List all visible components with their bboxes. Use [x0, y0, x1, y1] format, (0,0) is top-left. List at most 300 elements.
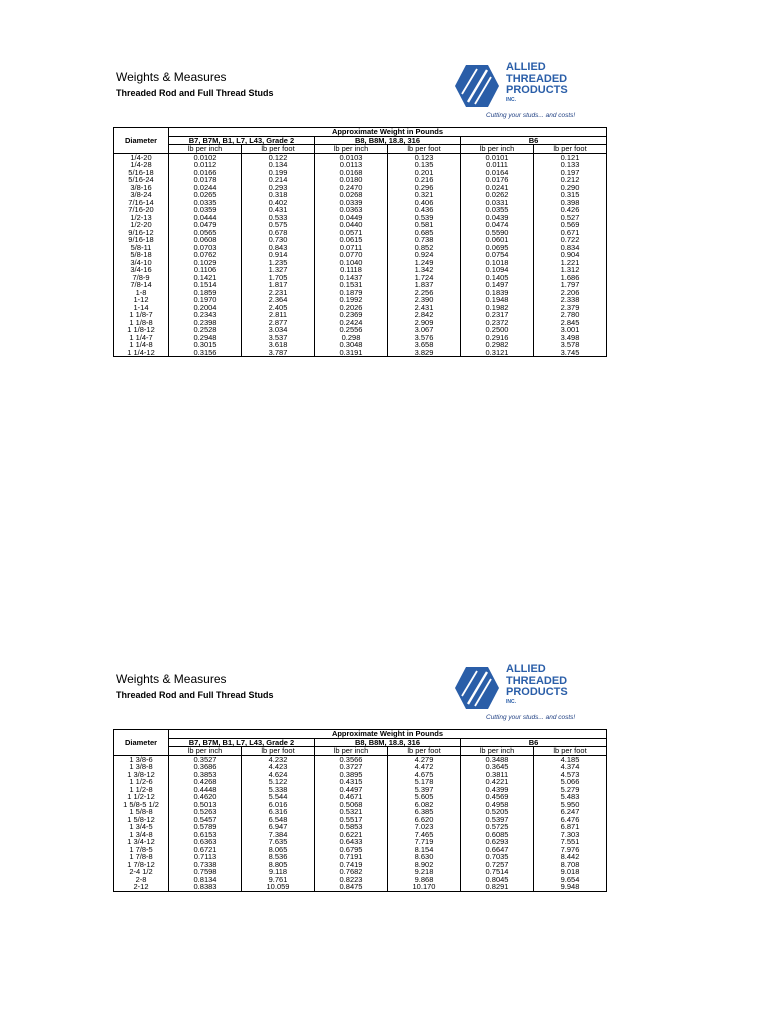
weight-cell: 0.1497 [461, 281, 534, 289]
weight-cell: 0.0565 [169, 229, 242, 237]
diameter-cell: 1/2-13 [114, 214, 169, 222]
weight-cell: 8.442 [534, 853, 607, 861]
page-subtitle: Threaded Rod and Full Thread Studs [116, 88, 274, 98]
table-row [114, 816, 607, 824]
diameter-cell: 1 5/8-12 [114, 816, 169, 824]
table-row [114, 763, 607, 771]
weight-cell: 0.738 [388, 236, 461, 244]
weight-cell: 0.569 [534, 221, 607, 229]
diameter-cell: 1 7/8-5 [114, 846, 169, 854]
diameter-cell: 2-4 1/2 [114, 868, 169, 876]
weight-cell: 0.0176 [461, 176, 534, 184]
page-title: Weights & Measures [116, 70, 227, 84]
page-subtitle: Threaded Rod and Full Thread Studs [116, 690, 274, 700]
weight-cell: 0.2500 [461, 326, 534, 334]
weight-cell: 0.5725 [461, 823, 534, 831]
weight-cell: 0.1106 [169, 266, 242, 274]
weight-cell: 4.232 [242, 755, 315, 763]
table-row [114, 296, 607, 304]
weight-cell: 1.837 [388, 281, 461, 289]
weight-cell: 0.402 [242, 199, 315, 207]
table-row [114, 191, 607, 199]
table-row [114, 169, 607, 177]
weight-cell: 0.8045 [461, 876, 534, 884]
diameter-cell: 9/16-12 [114, 229, 169, 237]
weight-cell: 3.001 [534, 326, 607, 334]
table-row [114, 334, 607, 342]
weight-cell: 6.620 [388, 816, 461, 824]
weight-cell: 0.5263 [169, 808, 242, 816]
weight-cell: 0.8383 [169, 883, 242, 891]
weight-cell: 0.1405 [461, 274, 534, 282]
weight-cell: 1.221 [534, 259, 607, 267]
weight-cell: 0.212 [534, 176, 607, 184]
weight-cell: 0.5789 [169, 823, 242, 831]
unit-header: lb per foot [242, 747, 315, 756]
weight-cell: 0.3156 [169, 349, 242, 357]
diameter-cell: 1 1/8-12 [114, 326, 169, 334]
weight-cell: 0.4448 [169, 786, 242, 794]
weight-cell: 0.406 [388, 199, 461, 207]
weight-cell: 0.2372 [461, 319, 534, 327]
weight-cell: 0.0444 [169, 214, 242, 222]
weight-cell: 5.483 [534, 793, 607, 801]
weight-cell: 3.498 [534, 334, 607, 342]
weight-cell: 0.123 [388, 153, 461, 161]
weight-cell: 0.0449 [315, 214, 388, 222]
weight-cell: 0.135 [388, 161, 461, 169]
weight-cell: 0.5068 [315, 801, 388, 809]
weight-cell: 0.1018 [461, 259, 534, 267]
diameter-cell: 1 3/8-12 [114, 771, 169, 779]
weight-cell: 0.0244 [169, 184, 242, 192]
approx-weight-header: Approximate Weight in Pounds [169, 128, 607, 137]
weight-cell: 8.154 [388, 846, 461, 854]
weight-cell: 0.3191 [315, 349, 388, 357]
weight-cell: 0.1514 [169, 281, 242, 289]
weight-cell: 0.436 [388, 206, 461, 214]
logo-tagline: Cutting your studs... and costs! [486, 714, 576, 721]
table-row [114, 801, 607, 809]
weight-cell: 1.817 [242, 281, 315, 289]
unit-header: lb per inch [461, 747, 534, 756]
weight-cell: 0.8223 [315, 876, 388, 884]
weight-cell: 6.476 [534, 816, 607, 824]
diameter-cell: 1 3/8-6 [114, 755, 169, 763]
weight-cell: 0.6363 [169, 838, 242, 846]
weight-cell: 0.2026 [315, 304, 388, 312]
weight-cell: 0.0164 [461, 169, 534, 177]
diameter-cell: 1/4-28 [114, 161, 169, 169]
diameter-cell: 1 1/4-7 [114, 334, 169, 342]
weight-cell: 5.605 [388, 793, 461, 801]
weight-cell: 0.6221 [315, 831, 388, 839]
weight-cell: 9.118 [242, 868, 315, 876]
weight-cell: 0.0102 [169, 153, 242, 161]
logo-hexagon-icon [454, 64, 500, 108]
weight-cell: 0.134 [242, 161, 315, 169]
unit-header: lb per inch [461, 145, 534, 154]
diameter-cell: 1 3/8-8 [114, 763, 169, 771]
weight-cell: 1.249 [388, 259, 461, 267]
weight-cell: 2.364 [242, 296, 315, 304]
weight-cell: 0.0615 [315, 236, 388, 244]
diameter-cell: 7/8-9 [114, 274, 169, 282]
weight-cell: 0.7257 [461, 861, 534, 869]
weight-cell: 8.708 [534, 861, 607, 869]
weight-cell: 5.338 [242, 786, 315, 794]
weight-cell: 0.0695 [461, 244, 534, 252]
weight-cell: 0.315 [534, 191, 607, 199]
weight-cell: 0.2398 [169, 319, 242, 327]
weight-cell: 10.170 [388, 883, 461, 891]
weight-cell: 2.379 [534, 304, 607, 312]
weight-cell: 3.829 [388, 349, 461, 357]
weight-cell: 0.3566 [315, 755, 388, 763]
table-row [114, 868, 607, 876]
weight-cell: 0.2916 [461, 334, 534, 342]
diameter-cell: 1 1/4-12 [114, 349, 169, 357]
weight-cell: 0.0770 [315, 251, 388, 259]
diameter-cell: 1 3/4-8 [114, 831, 169, 839]
weight-cell: 0.0762 [169, 251, 242, 259]
unit-header: lb per inch [169, 145, 242, 154]
table-row [114, 199, 607, 207]
weight-cell: 0.121 [534, 153, 607, 161]
weight-cell: 5.950 [534, 801, 607, 809]
logo-hexagon-icon [454, 666, 500, 710]
company-logo [454, 664, 604, 726]
weight-cell: 0.0711 [315, 244, 388, 252]
logo-wordmark: ALLIED THREADED PRODUCTS [506, 61, 568, 96]
diameter-cell: 3/8-24 [114, 191, 169, 199]
weight-cell: 0.2470 [315, 184, 388, 192]
diameter-header: Diameter [114, 128, 169, 154]
weight-cell: 2.431 [388, 304, 461, 312]
weight-cell: 0.671 [534, 229, 607, 237]
weight-cell: 0.3015 [169, 341, 242, 349]
weight-table [113, 729, 607, 892]
weight-cell: 0.122 [242, 153, 315, 161]
weight-cell: 0.4268 [169, 778, 242, 786]
weight-cell: 0.1094 [461, 266, 534, 274]
weight-cell: 0.3853 [169, 771, 242, 779]
table-row [114, 304, 607, 312]
weight-cell: 6.871 [534, 823, 607, 831]
weight-cell: 0.527 [534, 214, 607, 222]
diameter-header: Diameter [114, 730, 169, 756]
weight-cell: 0.7338 [169, 861, 242, 869]
weight-cell: 8.630 [388, 853, 461, 861]
weight-cell: 0.4671 [315, 793, 388, 801]
diameter-cell: 3/4-16 [114, 266, 169, 274]
weight-cell: 2.845 [534, 319, 607, 327]
weight-cell: 5.178 [388, 778, 461, 786]
weight-cell: 0.533 [242, 214, 315, 222]
group-header-b6: B6 [461, 136, 607, 145]
weight-cell: 2.231 [242, 289, 315, 297]
unit-header: lb per inch [315, 747, 388, 756]
table-row [114, 289, 607, 297]
weight-cell: 0.1040 [315, 259, 388, 267]
weight-cell: 0.3527 [169, 755, 242, 763]
weight-cell: 0.0262 [461, 191, 534, 199]
weight-cell: 0.0479 [169, 221, 242, 229]
table-row [114, 341, 607, 349]
weight-cell: 2.390 [388, 296, 461, 304]
table-row [114, 251, 607, 259]
weight-cell: 0.0363 [315, 206, 388, 214]
weight-cell: 0.321 [388, 191, 461, 199]
weight-cell: 0.6795 [315, 846, 388, 854]
weight-cell: 1.312 [534, 266, 607, 274]
weight-cell: 0.0166 [169, 169, 242, 177]
weight-cell: 0.8475 [315, 883, 388, 891]
diameter-cell: 1 7/8-12 [114, 861, 169, 869]
weight-cell: 0.0608 [169, 236, 242, 244]
weight-cell: 5.279 [534, 786, 607, 794]
weight-cell: 4.185 [534, 755, 607, 763]
weight-cell: 2.405 [242, 304, 315, 312]
weight-cell: 0.5013 [169, 801, 242, 809]
weight-cell: 3.576 [388, 334, 461, 342]
weight-cell: 3.537 [242, 334, 315, 342]
weight-cell: 0.575 [242, 221, 315, 229]
weight-cell: 8.536 [242, 853, 315, 861]
table-row [114, 214, 607, 222]
table-row [114, 853, 607, 861]
weight-cell: 0.0180 [315, 176, 388, 184]
weight-cell: 0.290 [534, 184, 607, 192]
table-row [114, 771, 607, 779]
table-row [114, 876, 607, 884]
weight-cell: 0.0112 [169, 161, 242, 169]
weight-cell: 0.5590 [461, 229, 534, 237]
company-logo [454, 62, 604, 124]
weight-cell: 0.0268 [315, 191, 388, 199]
weight-cell: 3.578 [534, 341, 607, 349]
weight-cell: 0.685 [388, 229, 461, 237]
diameter-cell: 2-12 [114, 883, 169, 891]
weight-cell: 0.1948 [461, 296, 534, 304]
weight-cell: 0.1118 [315, 266, 388, 274]
weight-cell: 7.303 [534, 831, 607, 839]
table-row [114, 808, 607, 816]
logo-inc: INC. [506, 699, 516, 705]
weight-cell: 4.472 [388, 763, 461, 771]
weight-cell: 5.066 [534, 778, 607, 786]
diameter-cell: 1-8 [114, 289, 169, 297]
weight-cell: 9.761 [242, 876, 315, 884]
weight-cell: 0.5853 [315, 823, 388, 831]
weight-cell: 0.3895 [315, 771, 388, 779]
weight-cell: 0.0265 [169, 191, 242, 199]
table-row [114, 831, 607, 839]
weight-cell: 0.2369 [315, 311, 388, 319]
weight-cell: 0.2556 [315, 326, 388, 334]
weight-cell: 0.3488 [461, 755, 534, 763]
weight-cell: 0.722 [534, 236, 607, 244]
diameter-cell: 1 1/2-6 [114, 778, 169, 786]
diameter-cell: 1 5/8-5 1/2 [114, 801, 169, 809]
weight-cell: 0.0439 [461, 214, 534, 222]
weight-cell: 0.8134 [169, 876, 242, 884]
weight-cell: 0.0355 [461, 206, 534, 214]
diameter-cell: 3/4-10 [114, 259, 169, 267]
diameter-cell: 5/16-18 [114, 169, 169, 177]
weight-cell: 0.3727 [315, 763, 388, 771]
weight-cell: 0.914 [242, 251, 315, 259]
logo-wordmark: ALLIED THREADED PRODUCTS [506, 663, 568, 698]
page-title: Weights & Measures [116, 672, 227, 686]
weight-cell: 4.573 [534, 771, 607, 779]
weight-cell: 0.199 [242, 169, 315, 177]
table-row [114, 184, 607, 192]
weight-cell: 9.018 [534, 868, 607, 876]
weight-cell: 0.398 [534, 199, 607, 207]
weight-cell: 0.4620 [169, 793, 242, 801]
weight-cell: 0.0331 [461, 199, 534, 207]
weight-cell: 0.3811 [461, 771, 534, 779]
weight-cell: 6.247 [534, 808, 607, 816]
weight-cell: 0.0601 [461, 236, 534, 244]
weight-cell: 0.7191 [315, 853, 388, 861]
weight-cell: 8.065 [242, 846, 315, 854]
weight-cell: 4.374 [534, 763, 607, 771]
table-row [114, 176, 607, 184]
weight-cell: 0.5321 [315, 808, 388, 816]
table-row [114, 221, 607, 229]
weight-cell: 10.059 [242, 883, 315, 891]
diameter-cell: 1 3/4-12 [114, 838, 169, 846]
weight-cell: 4.624 [242, 771, 315, 779]
weight-cell: 0.1029 [169, 259, 242, 267]
weight-cell: 0.6647 [461, 846, 534, 854]
table-row [114, 319, 607, 327]
diameter-cell: 5/16-24 [114, 176, 169, 184]
weight-cell: 0.6721 [169, 846, 242, 854]
table-row [114, 846, 607, 854]
weight-cell: 0.0113 [315, 161, 388, 169]
weight-cell: 0.3048 [315, 341, 388, 349]
diameter-cell: 1 1/2-8 [114, 786, 169, 794]
weight-cell: 0.0339 [315, 199, 388, 207]
weight-cell: 3.745 [534, 349, 607, 357]
weight-cell: 0.2948 [169, 334, 242, 342]
weight-cell: 0.298 [315, 334, 388, 342]
weight-cell: 0.1859 [169, 289, 242, 297]
weight-cell: 0.2528 [169, 326, 242, 334]
unit-header: lb per foot [534, 747, 607, 756]
weight-cell: 0.7035 [461, 853, 534, 861]
weight-cell: 0.133 [534, 161, 607, 169]
weight-cell: 0.0703 [169, 244, 242, 252]
weight-cell: 3.618 [242, 341, 315, 349]
diameter-cell: 2-8 [114, 876, 169, 884]
weight-cell: 3.034 [242, 326, 315, 334]
weight-cell: 7.465 [388, 831, 461, 839]
weight-cell: 0.0474 [461, 221, 534, 229]
weight-cell: 7.976 [534, 846, 607, 854]
diameter-cell: 1 1/2-12 [114, 793, 169, 801]
unit-header: lb per foot [388, 747, 461, 756]
unit-header: lb per foot [388, 145, 461, 154]
weight-cell: 0.2343 [169, 311, 242, 319]
weight-cell: 9.868 [388, 876, 461, 884]
weight-cell: 9.218 [388, 868, 461, 876]
weight-cell: 4.423 [242, 763, 315, 771]
table-row [114, 326, 607, 334]
diameter-cell: 1 1/8-8 [114, 319, 169, 327]
weight-cell: 5.397 [388, 786, 461, 794]
table-row [114, 259, 607, 267]
weight-cell: 0.4399 [461, 786, 534, 794]
weight-cell: 9.948 [534, 883, 607, 891]
weight-cell: 1.327 [242, 266, 315, 274]
weight-cell: 1.724 [388, 274, 461, 282]
weight-cell: 2.842 [388, 311, 461, 319]
weight-cell: 6.548 [242, 816, 315, 824]
weight-cell: 0.678 [242, 229, 315, 237]
table-row [114, 786, 607, 794]
diameter-cell: 1 5/8-8 [114, 808, 169, 816]
weight-cell: 2.206 [534, 289, 607, 297]
weight-cell: 0.5397 [461, 816, 534, 824]
weight-cell: 8.902 [388, 861, 461, 869]
weight-cell: 0.539 [388, 214, 461, 222]
weight-cell: 0.6153 [169, 831, 242, 839]
weight-cell: 0.3121 [461, 349, 534, 357]
weight-cell: 6.082 [388, 801, 461, 809]
diameter-cell: 1 3/4-5 [114, 823, 169, 831]
unit-header: lb per inch [315, 145, 388, 154]
weight-cell: 0.843 [242, 244, 315, 252]
weight-cell: 0.852 [388, 244, 461, 252]
weight-cell: 0.7419 [315, 861, 388, 869]
table-row [114, 244, 607, 252]
approx-weight-header: Approximate Weight in Pounds [169, 730, 607, 739]
weight-cell: 0.730 [242, 236, 315, 244]
weight-cell: 0.0359 [169, 206, 242, 214]
weight-cell: 0.4958 [461, 801, 534, 809]
weight-cell: 2.338 [534, 296, 607, 304]
unit-header: lb per inch [169, 747, 242, 756]
weight-cell: 0.0168 [315, 169, 388, 177]
group-header-alloy: B7, B7M, B1, L7, L43, Grade 2 [169, 738, 315, 747]
unit-header: lb per foot [534, 145, 607, 154]
weight-cell: 0.834 [534, 244, 607, 252]
weight-cell: 0.1982 [461, 304, 534, 312]
weight-cell: 3.787 [242, 349, 315, 357]
weight-cell: 0.1879 [315, 289, 388, 297]
table-row [114, 236, 607, 244]
weight-cell: 2.877 [242, 319, 315, 327]
table-row [114, 823, 607, 831]
weight-cell: 0.1839 [461, 289, 534, 297]
weight-cell: 4.675 [388, 771, 461, 779]
diameter-cell: 9/16-18 [114, 236, 169, 244]
weight-cell: 8.805 [242, 861, 315, 869]
diameter-cell: 7/16-20 [114, 206, 169, 214]
weight-cell: 6.016 [242, 801, 315, 809]
weight-cell: 0.6433 [315, 838, 388, 846]
weight-cell: 0.0103 [315, 153, 388, 161]
weight-cell: 0.0754 [461, 251, 534, 259]
table-row [114, 838, 607, 846]
weight-cell: 0.7598 [169, 868, 242, 876]
weight-cell: 0.7113 [169, 853, 242, 861]
weight-cell: 1.342 [388, 266, 461, 274]
